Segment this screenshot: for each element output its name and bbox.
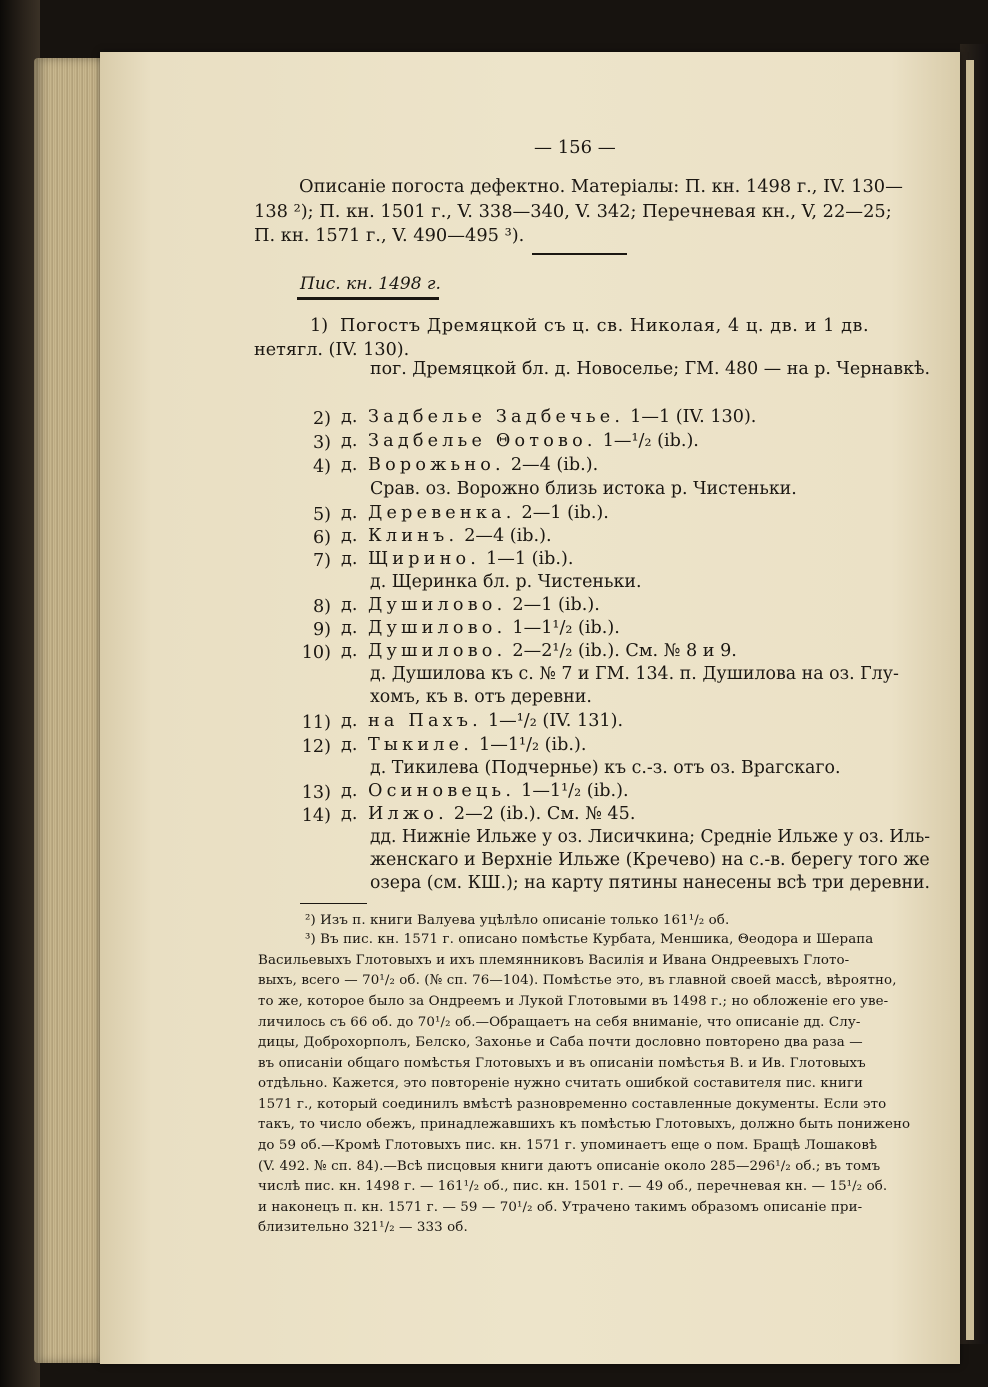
entry-number: 9) bbox=[312, 620, 331, 640]
entry-reference: 1—1¹/₂ (ib.). bbox=[521, 781, 629, 801]
item-1-text: Погостъ Дремяцкой съ ц. св. Николая, 4 ц. дв. и 1 дв. bbox=[340, 316, 870, 336]
entry-reference: 1—1¹/₂ (ib.). bbox=[479, 735, 587, 755]
footnote-3-cont: дицы, Доброхорполъ, Белско, Захонье и Саба почти дословно повторено два раза — bbox=[258, 1035, 863, 1050]
entry-number: 6) bbox=[312, 528, 331, 548]
footnote-3: ³) Въ пис. кн. 1571 г. описано помѣстье Курбата, Меншика, Θеодора и Шерапа bbox=[305, 932, 874, 947]
page-number: — 156 — bbox=[534, 137, 616, 158]
entry-number: 2) bbox=[312, 409, 331, 429]
entry-number: 3) bbox=[312, 433, 331, 453]
entry-note: Срав. оз. Ворожно близь истока р. Чистеньки. bbox=[370, 479, 797, 499]
intro-line-3: П. кн. 1571 г., V. 490—495 ³). bbox=[254, 225, 525, 246]
entry-prefix: д. bbox=[341, 804, 358, 824]
entry-prefix: д. bbox=[341, 641, 358, 661]
entry-note: дд. Нижніе Ильже у оз. Лисичкина; Средніе Ильже у оз. Иль- bbox=[370, 827, 931, 847]
entry-reference: 1—1¹/₂ (ib.). bbox=[512, 618, 620, 638]
entry-name: Деревенка. bbox=[368, 503, 516, 523]
entry-reference: 1—¹/₂ (ib.). bbox=[602, 431, 699, 451]
entry-name: Тыкиле. bbox=[368, 735, 474, 755]
footnote-3-cont: (V. 492. № сп. 84).—Всѣ писцовыя книги даютъ описаніе около 285—296¹/₂ об.; въ томъ bbox=[258, 1159, 881, 1174]
footnote-3-cont: 1571 г., который соединилъ вмѣстѣ разновременно составленные документы. Если это bbox=[258, 1097, 887, 1112]
entry-prefix: д. bbox=[341, 595, 358, 615]
entry-name: Душилово. bbox=[368, 641, 507, 661]
footnote-rule bbox=[300, 903, 367, 904]
footnote-2: ²) Изъ п. книги Валуева уцѣлѣло описаніе только 161¹/₂ об. bbox=[305, 913, 730, 928]
entry-number: 10) bbox=[301, 643, 331, 663]
entry-prefix: д. bbox=[341, 431, 358, 451]
entry-name: Ворожьно. bbox=[368, 455, 505, 475]
entry-name: Душилово. bbox=[368, 595, 507, 615]
entry-prefix: д. bbox=[341, 711, 358, 731]
footnote-3-cont: отдѣльно. Кажется, это повтореніе нужно считать ошибкой составителя пис. книги bbox=[258, 1076, 864, 1091]
item-1-number: 1) bbox=[310, 316, 329, 336]
entry-prefix: д. bbox=[341, 618, 358, 638]
entry-name: на Пахъ. bbox=[368, 711, 482, 731]
entry-reference: 2—1 (ib.). bbox=[512, 595, 600, 615]
footnote-3-cont: то же, которое было за Ондреемъ и Лукой Глотовыми въ 1498 г.; но обложеніе его уве- bbox=[258, 994, 889, 1009]
item-1-text-cont: нетягл. (IV. 130). bbox=[254, 340, 410, 360]
footnote-3-cont: числѣ пис. кн. 1498 г. — 161¹/₂ об., пис. кн. 1501 г. — 49 об., перечневая кн. — 15¹/₂ об. bbox=[258, 1179, 888, 1194]
entry-number: 4) bbox=[312, 457, 331, 477]
heading-underline bbox=[297, 297, 439, 300]
page-edges bbox=[34, 58, 104, 1363]
entry-prefix: д. bbox=[341, 526, 358, 546]
next-page-sliver bbox=[966, 60, 974, 1340]
item-1-note: пог. Дремяцкой бл. д. Новоселье; ГМ. 480 — на р. Чернавкѣ. bbox=[370, 359, 931, 379]
entry-prefix: д. bbox=[341, 781, 358, 801]
section-divider bbox=[532, 253, 627, 255]
footnote-3-cont: Васильевыхъ Глотовыхъ и ихъ племянниковъ Василія и Ивана Ондреевыхъ Глото- bbox=[258, 953, 850, 968]
entry-name: Клинъ. bbox=[368, 526, 459, 546]
entry-prefix: д. bbox=[341, 735, 358, 755]
entry-note: д. Щеринка бл. р. Чистеньки. bbox=[370, 572, 642, 592]
entry-reference: 2—4 (ib.). bbox=[510, 455, 599, 475]
entry-reference: 1—1 (IV. 130). bbox=[630, 407, 757, 427]
entry-number: 5) bbox=[312, 505, 331, 525]
section-heading: Пис. кн. 1498 г. bbox=[300, 274, 441, 294]
entry-name: Осиновець. bbox=[368, 781, 516, 801]
entry-number: 11) bbox=[301, 713, 331, 733]
entry-number: 7) bbox=[312, 551, 331, 571]
footnote-3-cont: такъ, то число обежъ, принадлежавшихъ къ помѣстью Глотовыхъ, должно быть понижено bbox=[258, 1117, 911, 1132]
footnote-3-cont: выхъ, всего — 70¹/₂ об. (№ сп. 76—104). Помѣстье это, въ главной своей массѣ, вѣроятно, bbox=[258, 973, 897, 988]
entry-note: озера (см. КШ.); на карту пятины нанесены всѣ три деревни. bbox=[370, 873, 930, 893]
entry-prefix: д. bbox=[341, 407, 358, 427]
entry-reference: 2—2¹/₂ (ib.). См. № 8 и 9. bbox=[512, 641, 737, 661]
intro-line-2: 138 ²); П. кн. 1501 г., V. 338—340, V. 342; Перечневая кн., V, 22—25; bbox=[254, 201, 892, 222]
entry-prefix: д. bbox=[341, 455, 358, 475]
intro-line-1: Описаніе погоста дефектно. Матеріалы: П. кн. 1498 г., IV. 130— bbox=[299, 176, 903, 197]
entry-number: 13) bbox=[301, 783, 331, 803]
entry-reference: 2—1 (ib.). bbox=[521, 503, 609, 523]
entry-note: д. Тикилева (Подчернье) къ с.-з. отъ оз. Врагскаго. bbox=[370, 758, 841, 778]
entry-number: 8) bbox=[312, 597, 331, 617]
entry-name: Щирино. bbox=[368, 549, 481, 569]
footnote-3-cont: до 59 об.—Кромѣ Глотовыхъ пис. кн. 1571 г. упоминаетъ еще о пом. Бращѣ Лошаковѣ bbox=[258, 1138, 878, 1153]
entry-name: Задбелье Задбечье. bbox=[368, 407, 625, 427]
entry-reference: 2—2 (ib.). См. № 45. bbox=[453, 804, 636, 824]
footnote-3-cont: близительно 321¹/₂ — 333 об. bbox=[258, 1220, 468, 1235]
entry-name: Душилово. bbox=[368, 618, 507, 638]
entry-name: Илжо. bbox=[368, 804, 448, 824]
footnote-3-cont: въ описаніи общаго помѣстья Глотовыхъ и въ описаніи помѣстья В. и Ив. Глотовыхъ bbox=[258, 1056, 866, 1071]
entry-prefix: д. bbox=[341, 549, 358, 569]
entry-prefix: д. bbox=[341, 503, 358, 523]
footnote-3-cont: личилось съ 66 об. до 70¹/₂ об.—Обращаетъ на себя вниманіе, что описаніе дд. Слу- bbox=[258, 1015, 861, 1030]
entry-reference: 1—1 (ib.). bbox=[486, 549, 574, 569]
entry-number: 14) bbox=[301, 806, 331, 826]
entry-number: 12) bbox=[301, 737, 331, 757]
entry-note: женскаго и Верхніе Ильже (Кречево) на с.-в. берегу того же bbox=[370, 850, 930, 870]
entry-note: д. Душилова къ с. № 7 и ГМ. 134. п. Душилова на оз. Глу- bbox=[370, 664, 899, 684]
entry-note: хомъ, къ в. отъ деревни. bbox=[370, 687, 592, 707]
book-cover-right bbox=[960, 44, 988, 1344]
entry-reference: 2—4 (ib.). bbox=[464, 526, 552, 546]
entry-name: Задбелье Θотово. bbox=[368, 431, 597, 451]
footnote-3-cont: и наконецъ п. кн. 1571 г. — 59 — 70¹/₂ об. Утрачено такимъ образомъ описаніе при- bbox=[258, 1200, 863, 1215]
entry-reference: 1—¹/₂ (IV. 131). bbox=[487, 711, 624, 731]
